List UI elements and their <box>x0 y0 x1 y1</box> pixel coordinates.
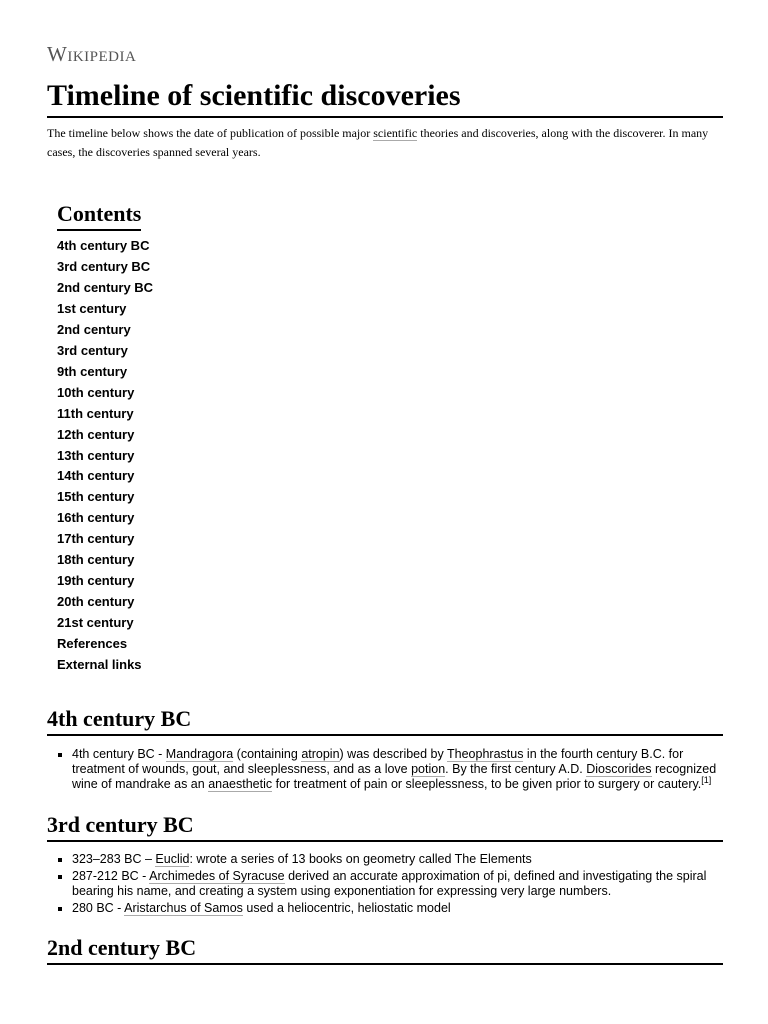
list-item <box>72 852 727 867</box>
toc-item[interactable]: 3rd century BC <box>57 258 151 274</box>
item-text: : wrote a series of 13 books on geometry called The Elements <box>189 852 532 866</box>
toc-item[interactable]: 2nd century BC <box>57 279 154 295</box>
list-item <box>72 747 727 792</box>
item-text: 323–283 BC – <box>72 852 156 866</box>
wikipedia-wordmark[interactable] <box>47 42 136 67</box>
toc-item[interactable]: 12th century <box>57 426 135 442</box>
intro-paragraph <box>47 124 723 162</box>
toc-item[interactable]: 21st century <box>57 615 134 631</box>
toc-item[interactable]: References <box>57 636 128 652</box>
section-heading-4th-century-bc: 4th century BC <box>47 705 723 736</box>
mandragora-link[interactable]: Mandragora <box>165 747 234 761</box>
item-text: used a heliocentric, heliostatic model <box>242 901 451 915</box>
wordmark-text: Wikipedia <box>47 42 137 66</box>
item-text: (containing <box>233 747 302 761</box>
item-text: in the fourth century B.C. for treatment of wounds, gout, and sleeplessness, and as a love <box>72 747 684 776</box>
item-text: 280 BC - <box>72 901 125 915</box>
toc-item[interactable]: 4th century BC <box>57 238 150 253</box>
toc-item[interactable]: 18th century <box>57 552 135 568</box>
toc-item[interactable]: 17th century <box>57 531 135 547</box>
intro-text-1: The timeline below shows the date of publication of possible major <box>47 126 374 140</box>
reference-1-link[interactable]: [1] <box>701 774 712 785</box>
toc-item[interactable]: 9th century <box>57 363 128 379</box>
toc-item[interactable]: 14th century <box>57 468 135 484</box>
list-item <box>72 901 727 916</box>
item-text: 4th century BC - <box>72 747 166 761</box>
toc-item[interactable]: 16th century <box>57 510 135 526</box>
item-text: for treatment of pain or sleeplessness, to be given prior to surgery or cautery. <box>272 777 702 791</box>
archimedes-link[interactable]: Archimedes of Syracuse <box>149 869 285 883</box>
toc-item[interactable]: 2nd century <box>57 321 131 337</box>
dioscorides-link[interactable]: Dioscorides <box>586 762 652 776</box>
theophrastus-link[interactable]: Theophrastus <box>447 747 524 761</box>
toc-item[interactable]: 10th century <box>57 384 135 400</box>
item-text: 287-212 BC - <box>72 869 150 883</box>
euclid-link[interactable]: Euclid <box>155 852 190 866</box>
table-of-contents <box>57 200 153 676</box>
toc-item[interactable]: 3rd century <box>57 342 128 358</box>
section-heading-3rd-century-bc: 3rd century BC <box>47 811 723 842</box>
toc-item[interactable]: 15th century <box>57 489 135 505</box>
toc-item[interactable]: 11th century <box>57 405 134 421</box>
toc-item[interactable]: 20th century <box>57 594 135 610</box>
toc-item[interactable]: 13th century <box>57 447 135 463</box>
item-text: ) was described by <box>339 747 448 761</box>
intro-text-2: theories and discoveries, along with the discoverer. In many cases, the discoveries spanned several years. <box>47 126 709 159</box>
anaesthetic-link[interactable]: anaesthetic <box>208 777 273 791</box>
list-item <box>72 869 727 899</box>
section-heading-2nd-century-bc: 2nd century BC <box>47 934 723 965</box>
toc-item[interactable]: External links <box>57 657 142 673</box>
aristarchus-link[interactable]: Aristarchus of Samos <box>124 901 243 915</box>
item-text: derived an accurate approximation of pi, defined and investigating the spiral bearing his name, and creating a system using exponentiation for expressing very large numbers. <box>72 869 707 898</box>
section-list-3rd-century-bc <box>47 852 727 918</box>
toc-item[interactable]: 19th century <box>57 573 135 589</box>
scientific-link[interactable]: scientific <box>373 126 418 140</box>
potion-link[interactable]: potion <box>411 762 446 776</box>
contents-heading: Contents <box>57 200 141 231</box>
section-list-4th-century-bc <box>47 747 727 794</box>
item-text: recognized wine of mandrake as an <box>72 762 717 791</box>
atropin-link[interactable]: atropin <box>301 747 340 761</box>
toc-item[interactable]: 1st century <box>57 300 127 316</box>
contents-list <box>57 236 153 676</box>
page-title: Timeline of scientific discoveries <box>47 78 723 118</box>
item-text: . By the first century A.D. <box>445 762 587 776</box>
